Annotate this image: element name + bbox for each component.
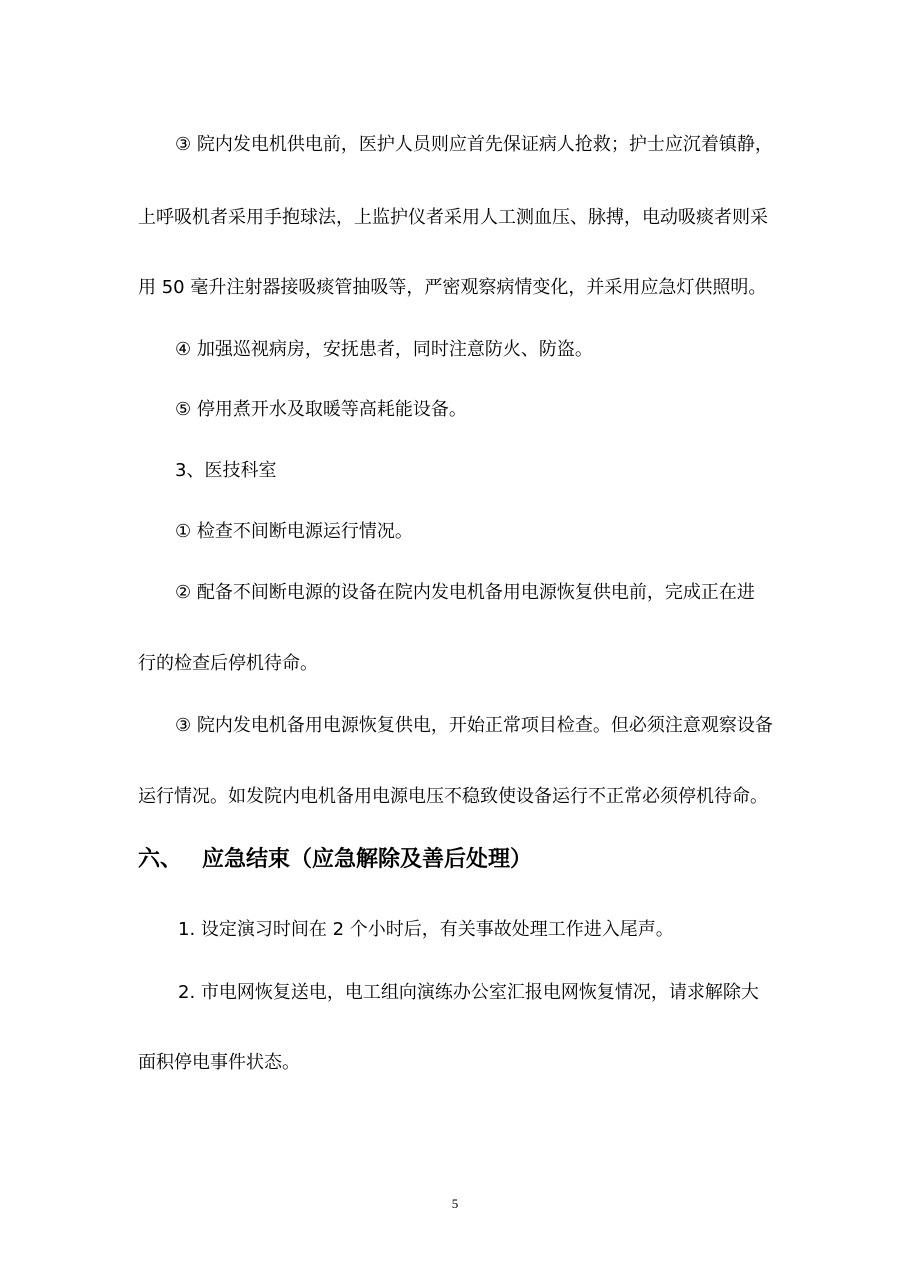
list-item: ⑤ 停用煮开水及取暖等高耗能设备。 (175, 399, 467, 420)
numbered-item: 1. 设定演习时间在 2 个小时后，有关事故处理工作进入尾声。 (178, 919, 674, 940)
paragraph-line: ② 配备不间断电源的设备在院内发电机备用电源恢复供电前，完成正在进 (175, 582, 755, 603)
section-title: 应急结束（应急解除及善后处理） (202, 847, 533, 872)
list-item: ① 检查不间断电源运行情况。 (175, 521, 413, 542)
page-number: 5 (451, 1196, 459, 1211)
paragraph-line: 行的检查后停机待命。 (138, 653, 318, 674)
paragraph-line: ③ 院内发电机供电前，医护人员则应首先保证病人抢救；护士应沉着镇静， (175, 134, 773, 155)
paragraph-line: 面积停电事件状态。 (138, 1052, 300, 1073)
paragraph-line: ③ 院内发电机备用电源恢复供电，开始正常项目检查。但必须注意观察设备 (175, 715, 773, 736)
paragraph-line: 上呼吸机者采用手抱球法，上监护仪者采用人工测血压、脉搏，电动吸痰者则采 (138, 207, 768, 228)
section-heading (138, 845, 532, 875)
list-item: ④ 加强巡视病房，安抚患者，同时注意防火、防盗。 (175, 339, 593, 360)
paragraph-line: 用 50 毫升注射器接吸痰管抽吸等，严密观察病情变化，并采用应急灯供照明。 (138, 277, 767, 298)
paragraph-line: 运行情况。如发院内电机备用电源电压不稳致使设备运行不正常必须停机待命。 (138, 786, 768, 807)
subsection-title: 3、医技科室 (175, 460, 277, 481)
section-number: 六、 (138, 847, 183, 872)
numbered-item: 2. 市电网恢复送电，电工组向演练办公室汇报电网恢复情况，请求解除大 (178, 982, 759, 1003)
